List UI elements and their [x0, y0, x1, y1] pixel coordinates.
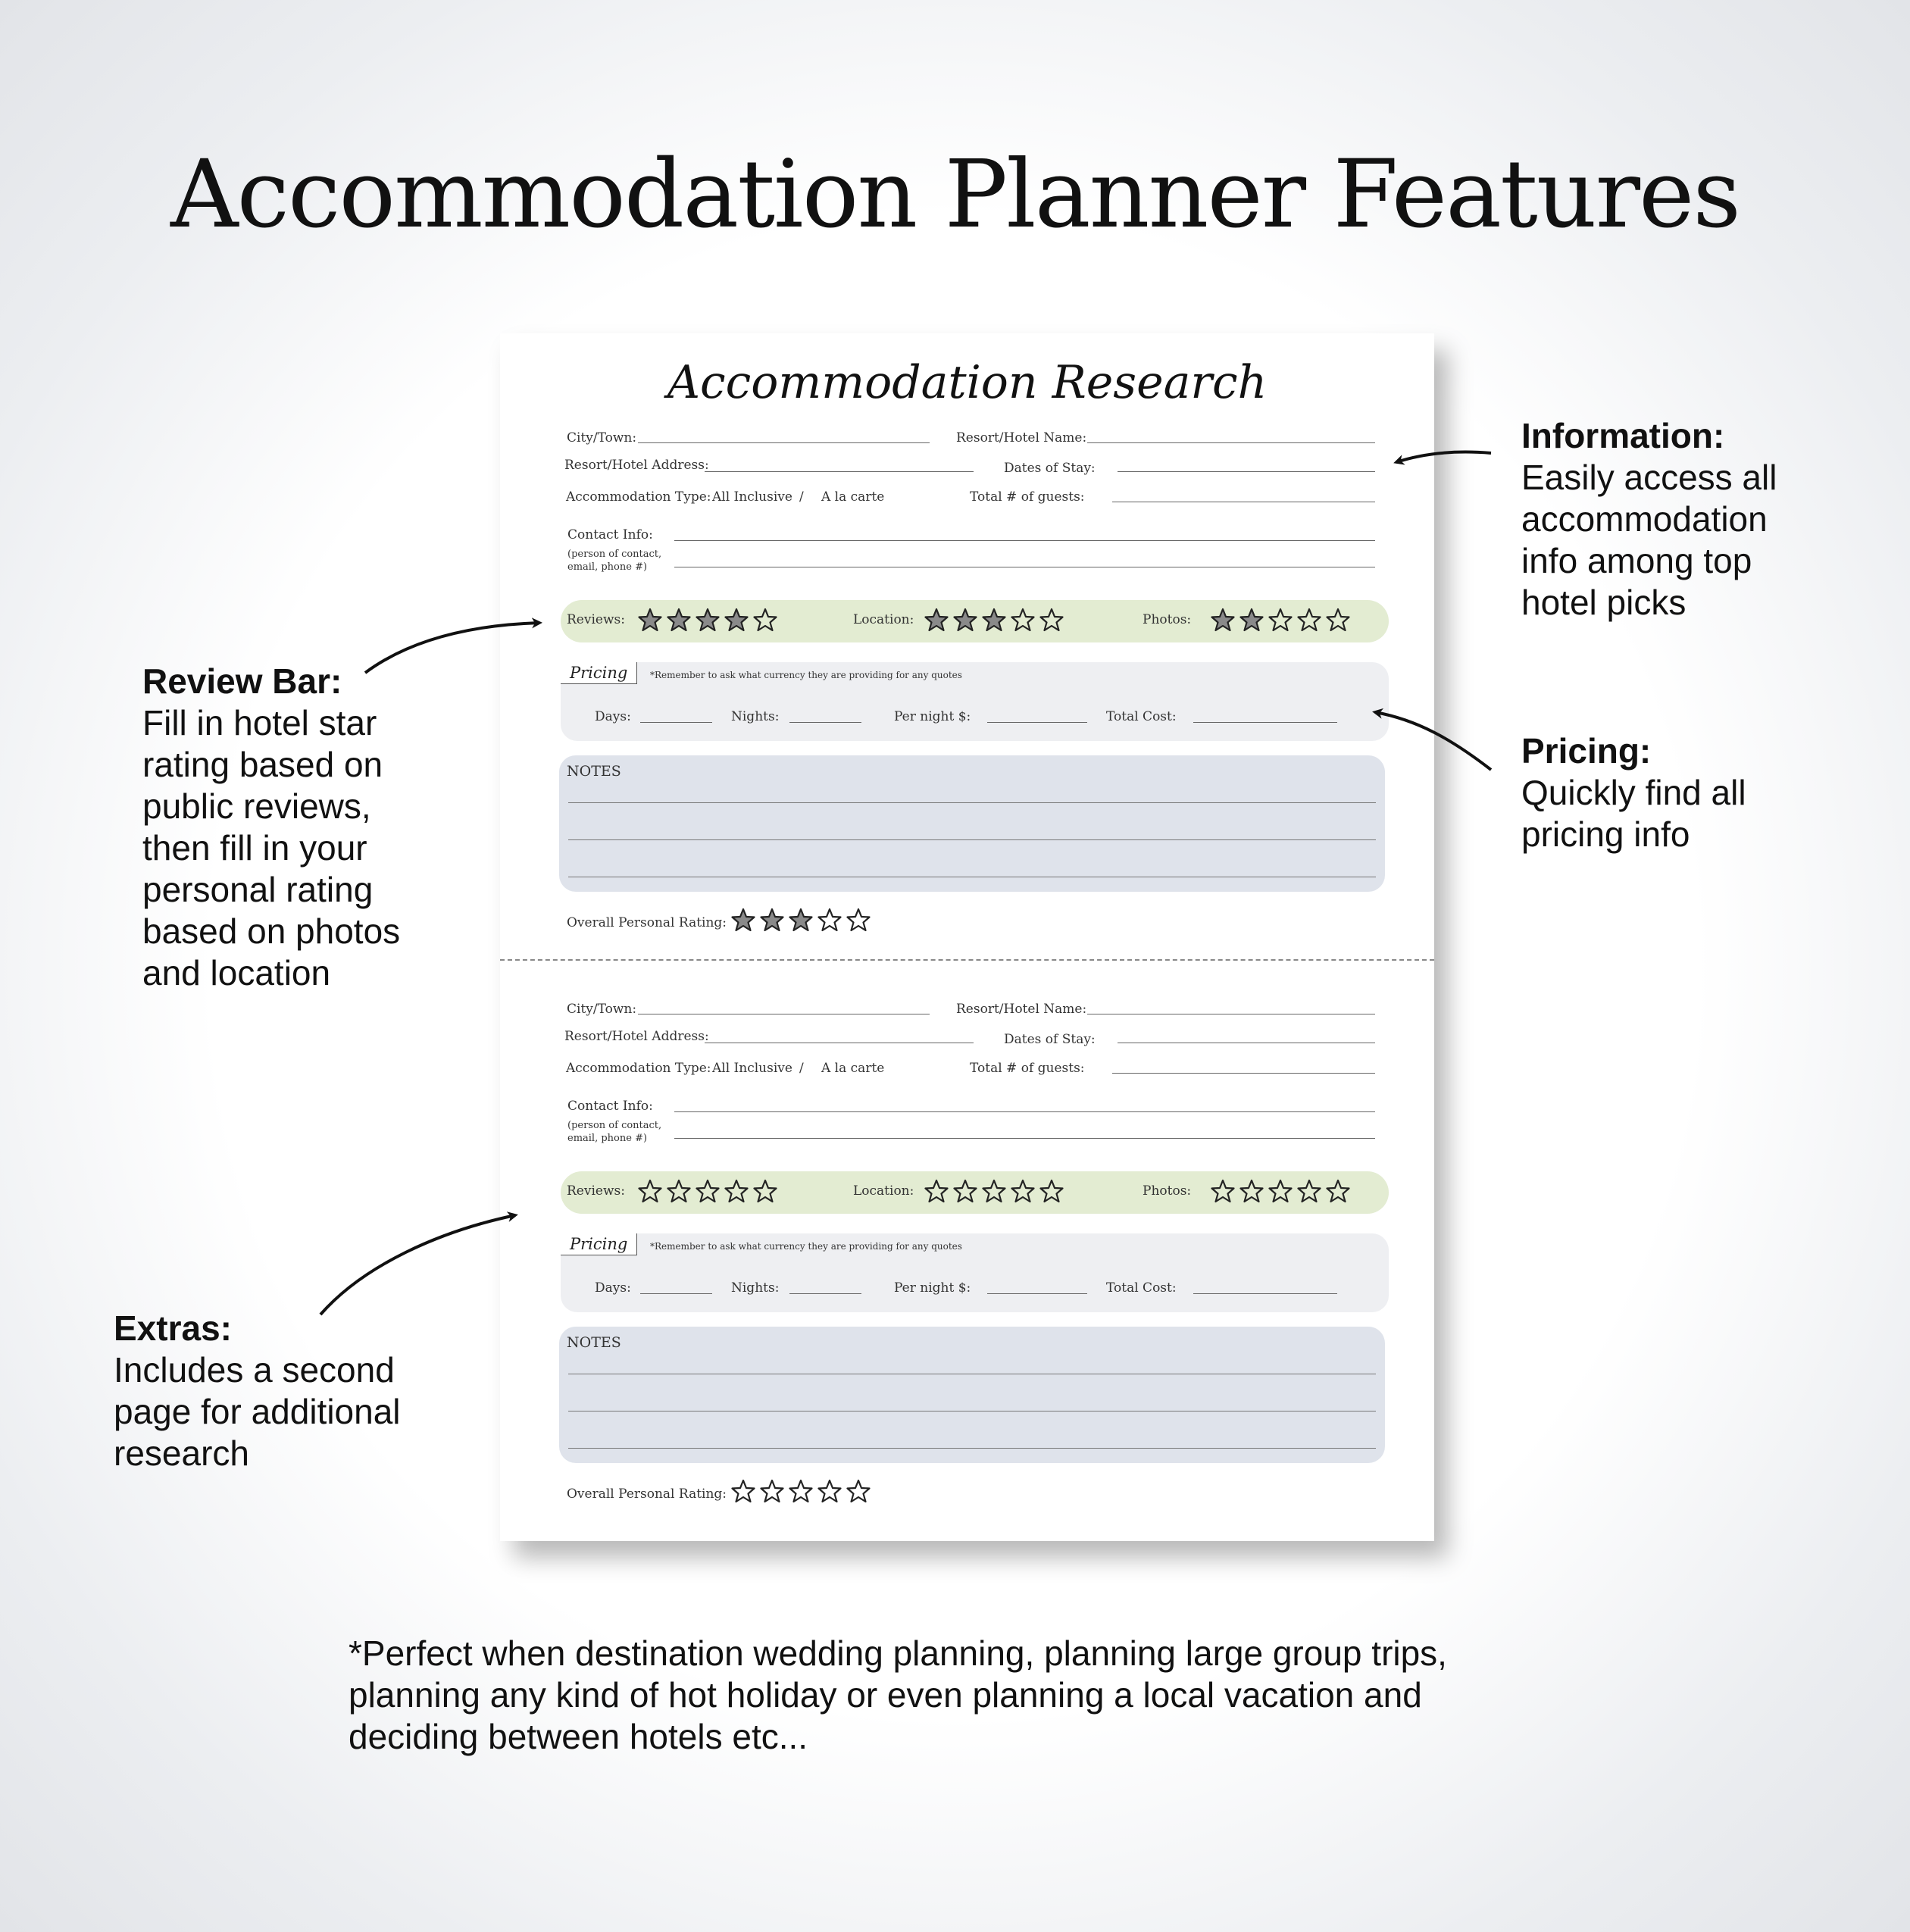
callout-line: public reviews, — [142, 786, 371, 826]
guests-label: Total # of guests: — [970, 1061, 1085, 1076]
all-inclusive-option[interactable]: All Inclusive — [712, 1061, 792, 1076]
callout-line: Easily access all — [1521, 458, 1777, 497]
nights-label: Nights: — [731, 1280, 780, 1296]
overall-rating-label: Overall Personal Rating: — [567, 915, 727, 930]
reviews-label: Reviews: — [567, 1183, 625, 1199]
callout-line: Fill in hotel star — [142, 703, 377, 742]
callout-line: and location — [142, 953, 331, 993]
pricing-tab: Pricing — [561, 662, 637, 684]
callout-line: info among top — [1521, 541, 1752, 580]
contact-label: Contact Info: — [567, 527, 653, 542]
callout-information-heading: Information: — [1521, 416, 1725, 455]
callout-line: hotel picks — [1521, 583, 1686, 622]
footnote-line: deciding between hotels etc... — [349, 1717, 808, 1756]
page-title: Accommodation Planner Features — [170, 140, 1740, 249]
callout-line: Quickly find all — [1521, 773, 1746, 812]
a-la-carte-option[interactable]: A la carte — [821, 489, 885, 505]
guests-label: Total # of guests: — [970, 489, 1085, 505]
nights-label: Nights: — [731, 709, 780, 724]
type-separator: / — [799, 1061, 804, 1076]
photos-label: Photos: — [1143, 1183, 1192, 1199]
sheet-title: Accommodation Research — [667, 356, 1268, 409]
total-cost-label: Total Cost: — [1106, 709, 1177, 724]
footnote-line: *Perfect when destination wedding planning, planning large group trips, — [349, 1633, 1447, 1673]
per-night-label: Per night $: — [894, 1280, 971, 1296]
per-night-label: Per night $: — [894, 709, 971, 724]
a-la-carte-option[interactable]: A la carte — [821, 1061, 885, 1076]
location-label: Location: — [853, 612, 914, 627]
dates-label: Dates of Stay: — [1004, 1032, 1096, 1047]
information-arrow — [1396, 452, 1491, 463]
callout-line: personal rating — [142, 870, 374, 909]
notes-label: NOTES — [567, 763, 621, 780]
pricing-note: *Remember to ask what currency they are providing for any quotes — [650, 670, 962, 680]
city-label: City/Town: — [567, 1002, 637, 1017]
review-bar-arrow — [365, 623, 539, 673]
city-label: City/Town: — [567, 430, 637, 445]
acc-type-label: Accommodation Type: — [566, 1061, 711, 1076]
contact-label: Contact Info: — [567, 1099, 653, 1114]
callout-line: Includes a second — [114, 1350, 395, 1390]
extras-arrow — [320, 1215, 515, 1315]
reviews-label: Reviews: — [567, 612, 625, 627]
pricing-tab: Pricing — [561, 1233, 637, 1255]
days-label: Days: — [595, 1280, 631, 1296]
callout-extras-heading: Extras: — [114, 1308, 232, 1348]
callout-line: research — [114, 1433, 249, 1473]
all-inclusive-option[interactable]: All Inclusive — [712, 489, 792, 505]
callout-line: rating based on — [142, 745, 383, 784]
callout-line: page for additional — [114, 1392, 401, 1431]
callout-review-bar-heading: Review Bar: — [142, 661, 342, 701]
callout-line: pricing info — [1521, 814, 1690, 854]
total-cost-label: Total Cost: — [1106, 1280, 1177, 1296]
dates-label: Dates of Stay: — [1004, 461, 1096, 476]
resort-name-label: Resort/Hotel Name: — [956, 1002, 1087, 1017]
pricing-note: *Remember to ask what currency they are providing for any quotes — [650, 1241, 962, 1252]
resort-name-label: Resort/Hotel Name: — [956, 430, 1087, 445]
callout-line: accommodation — [1521, 499, 1768, 539]
callout-pricing-heading: Pricing: — [1521, 731, 1652, 771]
callout-line: based on photos — [142, 911, 401, 951]
acc-type-label: Accommodation Type: — [566, 489, 711, 505]
footnote — [349, 1633, 1636, 1758]
callout-line: then fill in your — [142, 828, 367, 868]
notes-label: NOTES — [567, 1334, 621, 1351]
contact-hint: (person of contact, email, phone #) — [567, 549, 662, 573]
type-separator: / — [799, 489, 804, 505]
address-label: Resort/Hotel Address: — [564, 458, 709, 473]
photos-label: Photos: — [1143, 612, 1192, 627]
overall-rating-label: Overall Personal Rating: — [567, 1487, 727, 1502]
contact-hint: (person of contact, email, phone #) — [567, 1120, 662, 1144]
pricing-arrow — [1375, 712, 1491, 770]
address-label: Resort/Hotel Address: — [564, 1029, 709, 1044]
days-label: Days: — [595, 709, 631, 724]
footnote-line: planning any kind of hot holiday or even planning a local vacation and — [349, 1675, 1422, 1715]
location-label: Location: — [853, 1183, 914, 1199]
